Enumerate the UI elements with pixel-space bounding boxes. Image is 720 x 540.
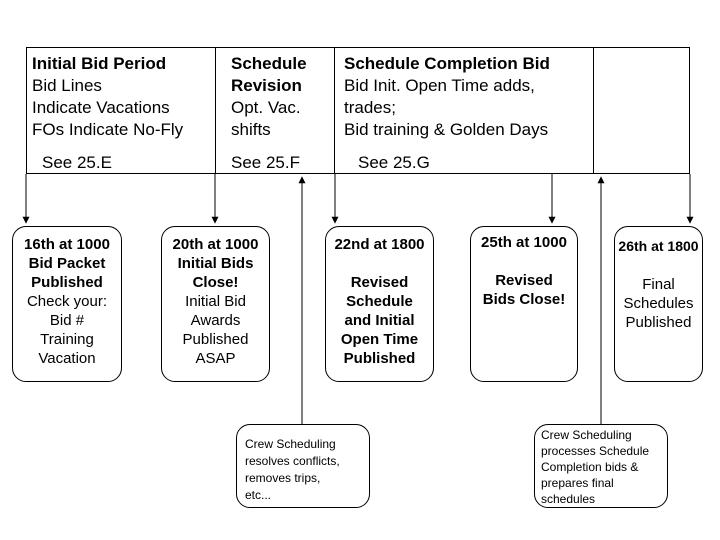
timeline-bar bbox=[26, 47, 690, 174]
timeline-divider bbox=[215, 48, 216, 173]
event-bold-line: and Initial bbox=[344, 312, 415, 329]
timeline-divider bbox=[593, 48, 594, 173]
event-bold-line: Schedule bbox=[346, 293, 413, 310]
event-line: Initial Bid bbox=[185, 293, 246, 310]
note-line: processes Schedule bbox=[541, 444, 650, 458]
period-line: shifts bbox=[231, 120, 271, 139]
event-line: Published bbox=[182, 331, 249, 348]
event-bold-line: Published bbox=[31, 274, 103, 291]
event-box-revised-schedule bbox=[325, 226, 434, 382]
period-title-line2: Revision bbox=[231, 76, 302, 95]
period-title: Schedule bbox=[231, 54, 307, 73]
period-line: Opt. Vac. bbox=[231, 98, 301, 117]
event-line: Check your: bbox=[26, 293, 108, 310]
event-bold-line: Initial Bids bbox=[177, 255, 254, 272]
event-box-revised-bids-close bbox=[470, 226, 578, 382]
event-line: Schedules bbox=[623, 295, 694, 312]
period-line: FOs Indicate No-Fly bbox=[32, 120, 184, 139]
event-bold-line: Published bbox=[343, 350, 416, 367]
note-line: resolves conflicts, bbox=[245, 454, 340, 468]
event-bold-line: Bids Close! bbox=[482, 291, 566, 308]
period-line: trades; bbox=[344, 98, 396, 117]
event-bold-line: Open Time bbox=[340, 331, 419, 348]
event-line: Published bbox=[625, 314, 692, 331]
event-time: 22nd at 1800 bbox=[334, 236, 425, 253]
period-line: Bid Lines bbox=[32, 76, 102, 95]
note-line: Completion bids & bbox=[541, 460, 639, 474]
event-line: Awards bbox=[190, 312, 241, 329]
period-reference: See 25.F bbox=[231, 153, 300, 172]
note-line: etc... bbox=[245, 488, 272, 502]
note-line: prepares final bbox=[541, 476, 614, 490]
event-box-final-schedules bbox=[614, 226, 703, 382]
timeline-divider bbox=[334, 48, 335, 173]
period-reference: See 25.G bbox=[358, 153, 430, 172]
event-spacer bbox=[615, 256, 702, 275]
event-time: 26th at 1800 bbox=[618, 238, 699, 254]
period-title: Schedule Completion Bid bbox=[344, 54, 550, 73]
event-line: Training bbox=[40, 331, 94, 348]
event-box-bid-packet bbox=[12, 226, 122, 382]
event-line: ASAP bbox=[195, 350, 236, 367]
period-initial-bid bbox=[32, 53, 212, 172]
event-bold-line: Revised bbox=[350, 274, 409, 291]
event-line: Final bbox=[642, 276, 675, 293]
event-line: Vacation bbox=[38, 350, 96, 367]
note-crew-scheduling-completion bbox=[534, 424, 668, 508]
event-box-initial-bids-close bbox=[161, 226, 270, 382]
period-schedule-revision bbox=[231, 53, 331, 172]
note-line: removes trips, bbox=[245, 471, 321, 485]
note-line: Crew Scheduling bbox=[245, 437, 336, 451]
period-title: Initial Bid Period bbox=[32, 54, 167, 73]
note-line: Crew Scheduling bbox=[541, 428, 632, 442]
event-bold-line: Revised bbox=[495, 272, 553, 289]
period-line: Indicate Vacations bbox=[32, 98, 170, 117]
note-line: schedules bbox=[541, 492, 596, 506]
event-bold-line: Close! bbox=[192, 274, 239, 291]
event-spacer bbox=[471, 252, 577, 271]
period-schedule-completion bbox=[344, 53, 589, 172]
note-crew-scheduling-conflicts bbox=[236, 424, 370, 508]
period-line: Bid training & Golden Days bbox=[344, 120, 549, 139]
period-line: Bid Init. Open Time adds, bbox=[344, 76, 535, 95]
event-spacer bbox=[326, 254, 433, 273]
event-bold-line: Bid Packet bbox=[28, 255, 106, 272]
event-time: 16th at 1000 bbox=[24, 236, 110, 253]
event-time: 25th at 1000 bbox=[481, 234, 567, 251]
event-time: 20th at 1000 bbox=[172, 236, 259, 253]
period-reference: See 25.E bbox=[42, 153, 112, 172]
event-line: Bid # bbox=[49, 312, 85, 329]
